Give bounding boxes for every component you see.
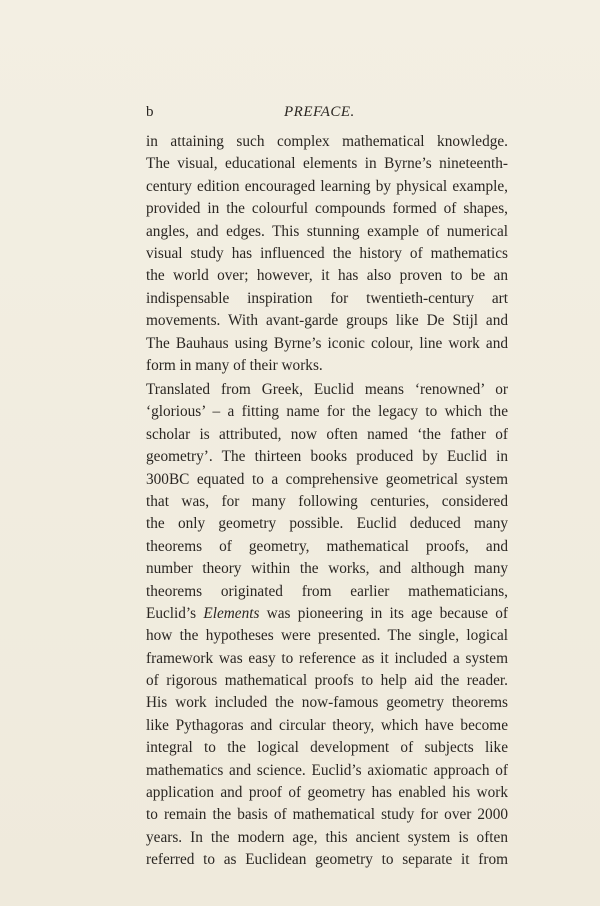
text-line: in attaining such complex mathematical knowledge.	[146, 133, 508, 150]
text-line: mathematics and science. Euclid’s axiomatic approach of	[146, 761, 508, 779]
text-line: integral to the logical development of subjects like	[146, 739, 508, 757]
text-segment: Euclid’s	[146, 604, 204, 622]
text-line: 300BC equated to a comprehensive geometrical system	[146, 470, 508, 488]
text-segment: was pioneering in its age because of	[259, 604, 508, 622]
text-line: visual study has influenced the history of mathematics	[146, 244, 508, 262]
text-line-with-title	[146, 603, 508, 625]
text-line: how the hypotheses were presented. The single, logical	[146, 627, 508, 645]
text-line: the only geometry possible. Euclid deduced many	[146, 515, 508, 533]
paragraph-1	[146, 131, 508, 377]
text-line: number theory within the works, and although many	[146, 560, 508, 578]
text-line: the world over; however, it has also proven to be an	[146, 267, 508, 285]
text-line: theorems originated from earlier mathematicians,	[146, 582, 508, 600]
text-line: movements. With avant-garde groups like De Stijl and	[146, 312, 508, 330]
text-line: theorems of geometry, mathematical proofs, and	[146, 537, 508, 555]
text-line: The visual, educational elements in Byrne’s nineteenth-	[146, 155, 508, 173]
text-line: years. In the modern age, this ancient system is often	[146, 828, 508, 846]
text-line: indispensable inspiration for twentieth-century art	[146, 289, 508, 307]
text-line: like Pythagoras and circular theory, which have become	[146, 716, 508, 734]
text-line: ‘glorious’ – a fitting name for the legacy to which the	[146, 403, 508, 421]
running-title: PREFACE.	[284, 104, 355, 120]
text-line: The Bauhaus using Byrne’s iconic colour, line work and	[146, 334, 508, 352]
text-line: century edition encouraged learning by physical example,	[146, 177, 508, 195]
text-line: referred to as Euclidean geometry to separate it from	[146, 851, 508, 869]
page-number: b	[146, 104, 154, 120]
text-line: provided in the colourful compounds formed of shapes,	[146, 200, 508, 218]
text-line: framework was easy to reference as it included a system	[146, 649, 508, 667]
page-header	[146, 104, 508, 126]
book-title-elements: Elements	[203, 604, 260, 622]
text-line: scholar is attributed, now often named ‘the father of	[146, 425, 508, 443]
text-line: application and proof of geometry has enabled his work	[146, 784, 508, 802]
text-line: angles, and edges. This stunning example of numerical	[146, 222, 508, 240]
text-line: of rigorous mathematical proofs to help aid the reader.	[146, 672, 508, 690]
paragraph-2	[146, 379, 508, 872]
text-line: form in many of their works.	[146, 356, 323, 374]
text-line: that was, for many following centuries, considered	[146, 492, 508, 510]
text-line: geometry’. The thirteen books produced by Euclid in	[146, 448, 508, 466]
text-line: Translated from Greek, Euclid means ‘renowned’ or	[146, 381, 508, 398]
text-line: to remain the basis of mathematical study for over 2000	[146, 806, 508, 824]
text-line: His work included the now-famous geometry theorems	[146, 694, 508, 712]
